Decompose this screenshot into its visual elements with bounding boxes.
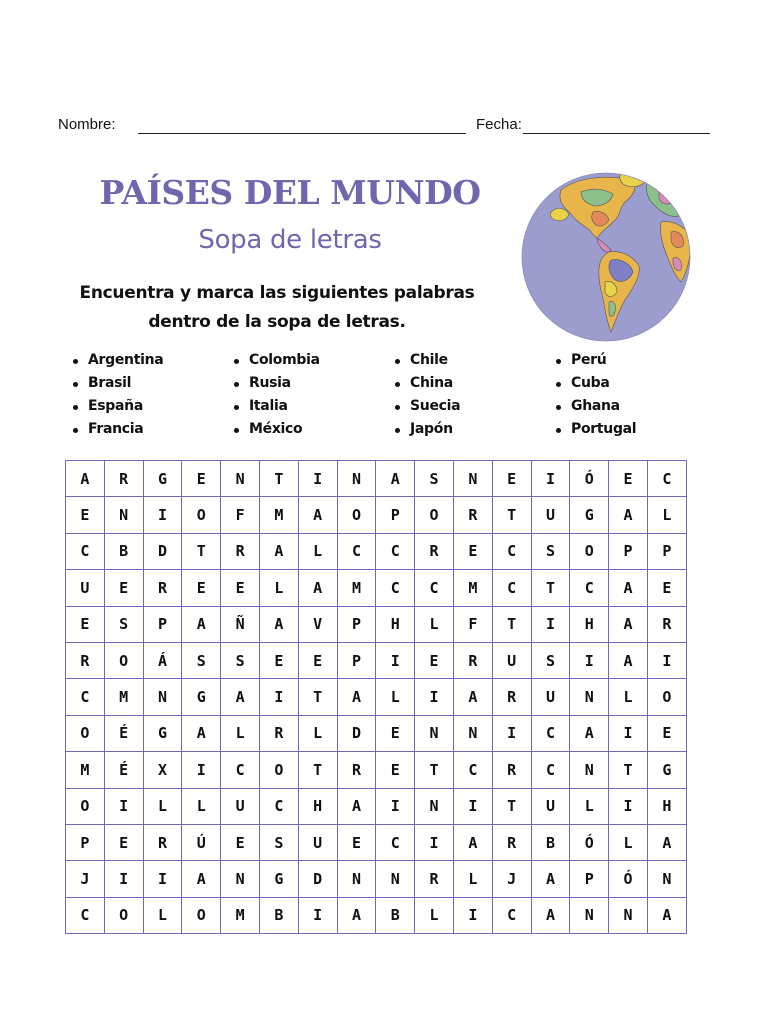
grid-cell[interactable]: A	[453, 824, 492, 860]
grid-cell[interactable]: S	[182, 642, 221, 678]
grid-cell[interactable]: U	[492, 642, 531, 678]
word-column-1	[70, 349, 163, 441]
grid-cell[interactable]: O	[570, 533, 609, 569]
grid-row	[66, 497, 687, 533]
word-item: Ghana	[553, 395, 636, 418]
grid-row	[66, 715, 687, 751]
grid-cell[interactable]: O	[182, 497, 221, 533]
grid-cell[interactable]: I	[453, 788, 492, 824]
grid-cell[interactable]: F	[453, 606, 492, 642]
grid-cell[interactable]: L	[453, 861, 492, 897]
grid-cell[interactable]: R	[143, 824, 182, 860]
grid-cell[interactable]: I	[609, 788, 648, 824]
grid-cell[interactable]: P	[143, 606, 182, 642]
instructions	[62, 279, 492, 337]
grid-cell[interactable]: N	[415, 788, 454, 824]
grid-cell[interactable]: E	[221, 824, 260, 860]
grid-cell[interactable]: S	[259, 824, 298, 860]
grid-cell[interactable]: É	[104, 715, 143, 751]
grid-cell[interactable]: U	[66, 570, 105, 606]
grid-cell[interactable]: S	[531, 642, 570, 678]
grid-cell[interactable]: M	[259, 497, 298, 533]
grid-cell[interactable]: N	[415, 715, 454, 751]
grid-cell[interactable]: T	[609, 752, 648, 788]
grid-cell[interactable]: A	[531, 861, 570, 897]
grid-cell[interactable]: T	[298, 679, 337, 715]
grid-cell[interactable]: C	[259, 788, 298, 824]
grid-cell[interactable]: A	[182, 715, 221, 751]
word-item: Suecia	[392, 395, 460, 418]
grid-cell[interactable]: U	[221, 788, 260, 824]
grid-cell[interactable]: H	[570, 606, 609, 642]
grid-cell[interactable]: M	[221, 897, 260, 933]
page-title: PAÍSES DEL MUNDO	[99, 173, 481, 212]
grid-cell[interactable]: R	[143, 570, 182, 606]
grid-cell[interactable]: T	[298, 752, 337, 788]
grid-cell[interactable]: B	[376, 897, 415, 933]
word-search-grid	[65, 460, 687, 934]
grid-cell[interactable]: S	[221, 642, 260, 678]
grid-cell[interactable]: I	[531, 461, 570, 497]
grid-cell[interactable]: T	[492, 788, 531, 824]
page-subtitle: Sopa de letras	[198, 225, 382, 255]
grid-cell[interactable]: L	[259, 570, 298, 606]
grid-cell[interactable]: O	[337, 497, 376, 533]
word-item: España	[70, 395, 163, 418]
grid-cell[interactable]: I	[104, 788, 143, 824]
grid-cell[interactable]: O	[647, 679, 686, 715]
grid-cell[interactable]: L	[647, 497, 686, 533]
grid-cell[interactable]: T	[492, 606, 531, 642]
grid-cell[interactable]: V	[298, 606, 337, 642]
grid-cell[interactable]: C	[492, 897, 531, 933]
grid-cell[interactable]: O	[104, 642, 143, 678]
grid-cell[interactable]: C	[415, 570, 454, 606]
grid-cell[interactable]: E	[182, 461, 221, 497]
word-item: Francia	[70, 418, 163, 441]
grid-cell[interactable]: N	[143, 679, 182, 715]
grid-cell[interactable]: I	[415, 824, 454, 860]
grid-cell[interactable]: N	[570, 752, 609, 788]
grid-cell[interactable]: A	[647, 824, 686, 860]
grid-cell[interactable]: N	[570, 897, 609, 933]
grid-cell[interactable]: D	[143, 533, 182, 569]
grid-cell[interactable]: E	[647, 715, 686, 751]
grid-cell[interactable]: E	[182, 570, 221, 606]
grid-cell[interactable]: C	[66, 679, 105, 715]
grid-cell[interactable]: Ú	[182, 824, 221, 860]
word-item: Rusia	[231, 372, 320, 395]
grid-cell[interactable]: N	[376, 861, 415, 897]
grid-cell[interactable]: C	[221, 752, 260, 788]
grid-cell[interactable]: U	[298, 824, 337, 860]
instructions-line-2: dentro de la sopa de letras.	[148, 312, 406, 332]
grid-cell[interactable]: S	[531, 533, 570, 569]
grid-cell[interactable]: N	[647, 861, 686, 897]
grid-cell[interactable]: I	[143, 497, 182, 533]
grid-cell[interactable]: L	[609, 679, 648, 715]
word-item: Italia	[231, 395, 320, 418]
grid-cell[interactable]: C	[453, 752, 492, 788]
grid-cell[interactable]: I	[298, 461, 337, 497]
grid-cell[interactable]: I	[298, 897, 337, 933]
grid-cell[interactable]: E	[337, 824, 376, 860]
grid-cell[interactable]: A	[337, 897, 376, 933]
grid-cell[interactable]: P	[337, 606, 376, 642]
grid-row	[66, 606, 687, 642]
grid-cell[interactable]: D	[337, 715, 376, 751]
grid-row	[66, 861, 687, 897]
grid-cell[interactable]: E	[259, 642, 298, 678]
grid-cell[interactable]: M	[337, 570, 376, 606]
grid-cell[interactable]: L	[221, 715, 260, 751]
grid-cell[interactable]: E	[376, 752, 415, 788]
grid-cell[interactable]: O	[66, 715, 105, 751]
grid-cell[interactable]: I	[182, 752, 221, 788]
instructions-line-1: Encuentra y marca las siguientes palabras	[79, 283, 475, 303]
word-item: Colombia	[231, 349, 320, 372]
grid-cell[interactable]: A	[298, 570, 337, 606]
grid-cell[interactable]: G	[259, 861, 298, 897]
grid-row	[66, 897, 687, 933]
word-item: Cuba	[553, 372, 636, 395]
grid-cell[interactable]: P	[66, 824, 105, 860]
grid-cell[interactable]: X	[143, 752, 182, 788]
grid-cell[interactable]: E	[221, 570, 260, 606]
grid-cell[interactable]: L	[415, 897, 454, 933]
globe-icon	[521, 172, 691, 342]
grid-cell[interactable]: C	[531, 715, 570, 751]
word-column-2	[231, 349, 320, 441]
grid-cell[interactable]: Á	[143, 642, 182, 678]
word-item: Chile	[392, 349, 460, 372]
grid-cell[interactable]: C	[337, 533, 376, 569]
grid-cell[interactable]: H	[298, 788, 337, 824]
grid-cell[interactable]: G	[570, 497, 609, 533]
grid-cell[interactable]: E	[415, 642, 454, 678]
grid-cell[interactable]: I	[453, 897, 492, 933]
grid-cell[interactable]: L	[570, 788, 609, 824]
grid-cell[interactable]: N	[337, 861, 376, 897]
grid-row	[66, 533, 687, 569]
grid-cell[interactable]: G	[143, 715, 182, 751]
grid-cell[interactable]: A	[647, 897, 686, 933]
grid-cell[interactable]: P	[376, 497, 415, 533]
grid-cell[interactable]: O	[66, 788, 105, 824]
grid-cell[interactable]: A	[259, 606, 298, 642]
grid-cell[interactable]: R	[492, 752, 531, 788]
grid-cell[interactable]: S	[104, 606, 143, 642]
grid-cell[interactable]: U	[531, 497, 570, 533]
grid-row	[66, 461, 687, 497]
grid-cell[interactable]: I	[376, 788, 415, 824]
grid-cell[interactable]: I	[415, 679, 454, 715]
grid-cell[interactable]: A	[609, 642, 648, 678]
grid-cell[interactable]: N	[221, 861, 260, 897]
grid-cell[interactable]: A	[298, 497, 337, 533]
grid-cell[interactable]: R	[453, 497, 492, 533]
grid-cell[interactable]: L	[298, 715, 337, 751]
name-line[interactable]	[138, 133, 466, 134]
word-item: México	[231, 418, 320, 441]
grid-cell[interactable]: E	[104, 570, 143, 606]
grid-cell[interactable]: A	[182, 606, 221, 642]
grid-cell[interactable]: I	[647, 642, 686, 678]
grid-cell[interactable]: I	[531, 606, 570, 642]
grid-cell[interactable]: E	[376, 715, 415, 751]
grid-row	[66, 679, 687, 715]
grid-cell[interactable]: G	[182, 679, 221, 715]
grid-cell[interactable]: M	[66, 752, 105, 788]
grid-cell[interactable]: R	[415, 861, 454, 897]
grid-cell[interactable]: I	[609, 715, 648, 751]
grid-cell[interactable]: A	[337, 788, 376, 824]
grid-cell[interactable]: L	[143, 897, 182, 933]
grid-cell[interactable]: N	[609, 897, 648, 933]
word-column-3	[392, 349, 460, 441]
grid-cell[interactable]: I	[259, 679, 298, 715]
grid-cell[interactable]: A	[609, 606, 648, 642]
grid-cell[interactable]: T	[259, 461, 298, 497]
grid-cell[interactable]: A	[259, 533, 298, 569]
grid-row	[66, 570, 687, 606]
grid-cell[interactable]: R	[221, 533, 260, 569]
grid-cell[interactable]: C	[376, 824, 415, 860]
grid-cell[interactable]: L	[298, 533, 337, 569]
word-item: China	[392, 372, 460, 395]
grid-cell[interactable]: M	[453, 570, 492, 606]
grid-cell[interactable]: L	[143, 788, 182, 824]
grid-cell[interactable]: E	[104, 824, 143, 860]
grid-cell[interactable]: É	[104, 752, 143, 788]
grid-cell[interactable]: C	[376, 570, 415, 606]
grid-cell[interactable]: U	[531, 679, 570, 715]
grid-cell[interactable]: O	[182, 897, 221, 933]
grid-cell[interactable]: J	[492, 861, 531, 897]
grid-cell[interactable]: P	[570, 861, 609, 897]
grid-cell[interactable]: S	[415, 461, 454, 497]
grid-row	[66, 642, 687, 678]
grid-cell[interactable]: A	[570, 715, 609, 751]
grid-cell[interactable]: L	[415, 606, 454, 642]
grid-cell[interactable]: G	[143, 461, 182, 497]
grid-cell[interactable]: A	[376, 461, 415, 497]
grid-cell[interactable]: E	[453, 533, 492, 569]
grid-row	[66, 788, 687, 824]
grid-cell[interactable]: I	[492, 715, 531, 751]
grid-cell[interactable]: R	[259, 715, 298, 751]
grid-cell[interactable]: T	[415, 752, 454, 788]
grid-cell[interactable]: R	[492, 824, 531, 860]
grid-cell[interactable]: P	[647, 533, 686, 569]
grid-cell[interactable]: L	[182, 788, 221, 824]
word-item: Portugal	[553, 418, 636, 441]
grid-cell[interactable]: E	[66, 606, 105, 642]
grid-cell[interactable]: M	[104, 679, 143, 715]
grid-cell[interactable]: N	[453, 715, 492, 751]
grid-cell[interactable]: R	[415, 533, 454, 569]
grid-cell[interactable]: R	[104, 461, 143, 497]
grid-cell[interactable]: H	[376, 606, 415, 642]
grid-cell[interactable]: E	[492, 461, 531, 497]
grid-row	[66, 752, 687, 788]
grid-cell[interactable]: A	[66, 461, 105, 497]
grid-cell[interactable]: C	[66, 897, 105, 933]
grid-cell[interactable]: B	[259, 897, 298, 933]
grid-cell[interactable]: C	[570, 570, 609, 606]
grid-cell[interactable]: L	[376, 679, 415, 715]
grid-cell[interactable]: C	[66, 533, 105, 569]
grid-cell[interactable]: C	[492, 570, 531, 606]
grid-cell[interactable]: B	[104, 533, 143, 569]
word-item: Perú	[553, 349, 636, 372]
grid-cell[interactable]: Ó	[609, 861, 648, 897]
grid-cell[interactable]: T	[182, 533, 221, 569]
word-item: Japón	[392, 418, 460, 441]
grid-cell[interactable]: E	[647, 570, 686, 606]
grid-cell[interactable]: C	[531, 752, 570, 788]
grid-cell[interactable]: I	[143, 861, 182, 897]
grid-cell[interactable]: O	[259, 752, 298, 788]
grid-cell[interactable]: Ó	[570, 824, 609, 860]
grid-cell[interactable]: T	[531, 570, 570, 606]
grid-cell[interactable]: B	[531, 824, 570, 860]
grid-cell[interactable]: E	[298, 642, 337, 678]
grid-cell[interactable]: A	[182, 861, 221, 897]
grid-cell[interactable]: C	[647, 461, 686, 497]
grid-cell[interactable]: P	[609, 533, 648, 569]
word-item: Argentina	[70, 349, 163, 372]
grid-cell[interactable]: Ñ	[221, 606, 260, 642]
grid-cell[interactable]: H	[647, 788, 686, 824]
grid-cell[interactable]: R	[453, 642, 492, 678]
grid-cell[interactable]: N	[453, 461, 492, 497]
grid-cell[interactable]: U	[531, 788, 570, 824]
grid-cell[interactable]: A	[337, 679, 376, 715]
grid-cell[interactable]: C	[376, 533, 415, 569]
grid-row	[66, 824, 687, 860]
name-label: Nombre:	[58, 116, 116, 133]
grid-cell[interactable]: O	[415, 497, 454, 533]
grid-cell[interactable]: N	[337, 461, 376, 497]
grid-cell[interactable]: D	[298, 861, 337, 897]
grid-cell[interactable]: Ó	[570, 461, 609, 497]
grid-cell[interactable]: P	[337, 642, 376, 678]
grid-cell[interactable]: A	[609, 497, 648, 533]
grid-cell[interactable]: I	[570, 642, 609, 678]
grid-cell[interactable]: A	[221, 679, 260, 715]
grid-cell[interactable]: F	[221, 497, 260, 533]
date-label: Fecha:	[476, 116, 522, 133]
grid-cell[interactable]: R	[66, 642, 105, 678]
grid-cell[interactable]: T	[492, 497, 531, 533]
grid-cell[interactable]: C	[492, 533, 531, 569]
grid-cell[interactable]: R	[492, 679, 531, 715]
grid-cell[interactable]: E	[66, 497, 105, 533]
grid-cell[interactable]: I	[376, 642, 415, 678]
grid-cell[interactable]: A	[531, 897, 570, 933]
grid-cell[interactable]: R	[337, 752, 376, 788]
grid-cell[interactable]: A	[609, 570, 648, 606]
grid-cell[interactable]: N	[570, 679, 609, 715]
grid-cell[interactable]: O	[104, 897, 143, 933]
grid-cell[interactable]: L	[609, 824, 648, 860]
grid-cell[interactable]: E	[609, 461, 648, 497]
grid-cell[interactable]: J	[66, 861, 105, 897]
word-item: Brasil	[70, 372, 163, 395]
date-line[interactable]	[523, 133, 710, 134]
grid-cell[interactable]: R	[647, 606, 686, 642]
grid-cell[interactable]: N	[104, 497, 143, 533]
grid-cell[interactable]: G	[647, 752, 686, 788]
grid-cell[interactable]: A	[453, 679, 492, 715]
grid-cell[interactable]: I	[104, 861, 143, 897]
word-column-4	[553, 349, 636, 441]
grid-cell[interactable]: N	[221, 461, 260, 497]
